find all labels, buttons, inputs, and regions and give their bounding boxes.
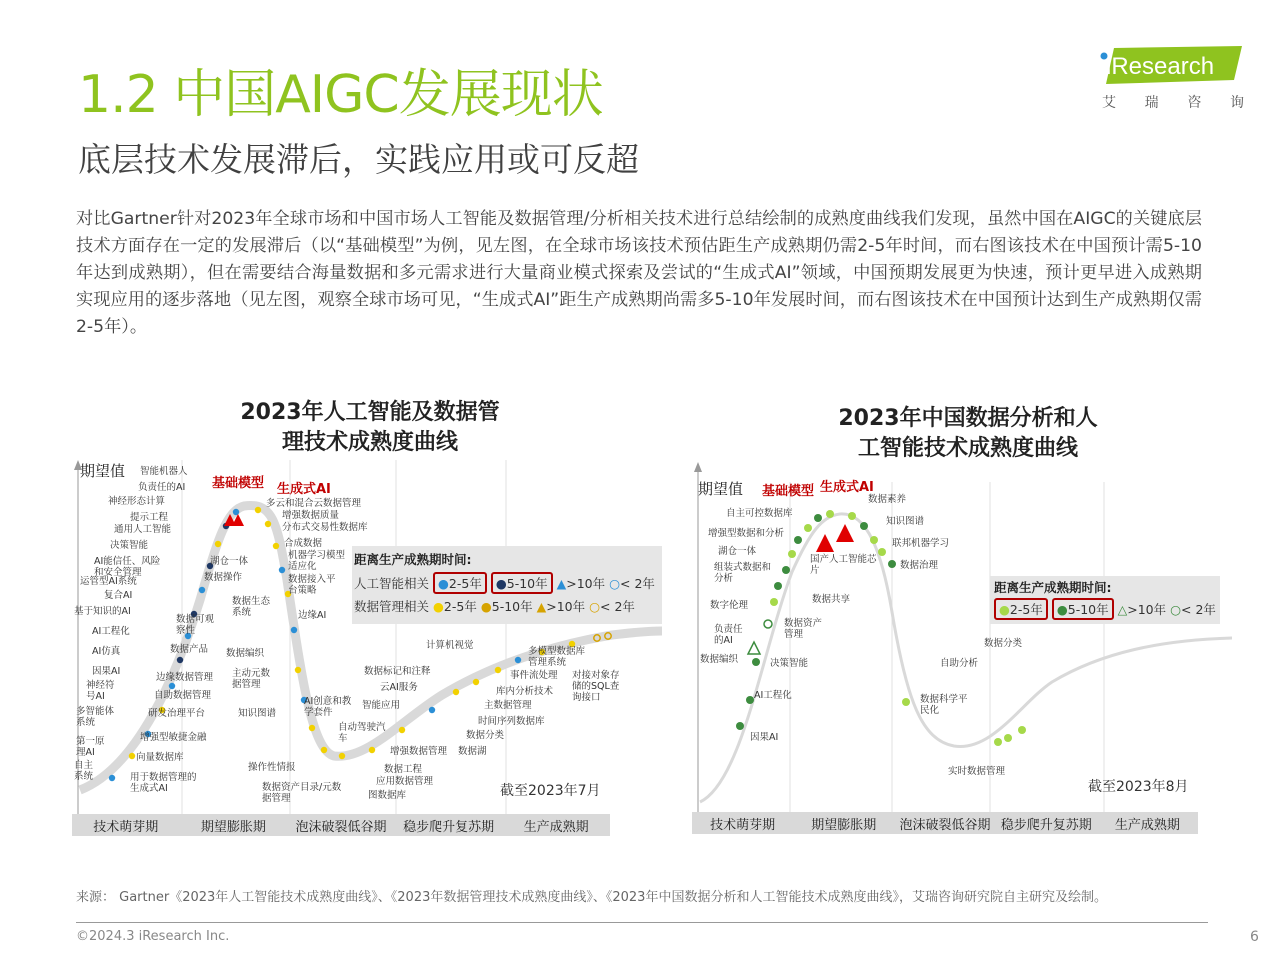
dot bbox=[199, 587, 205, 593]
tech-label: 知识图谱 bbox=[238, 708, 277, 719]
left-chart-title-line2: 理技术成熟度曲线 bbox=[281, 430, 458, 455]
left-generative-ai-label: 生成式AI bbox=[277, 482, 331, 497]
dot bbox=[870, 536, 878, 544]
copyright: ©2024.3 iResearch Inc. bbox=[76, 929, 230, 944]
tech-label: 主数据管理 bbox=[484, 700, 532, 711]
legend-row: ●2-5年 ●5-10年 △>10年 ○< 2年 bbox=[994, 598, 1216, 620]
legend-2-5: 2-5年 bbox=[1009, 602, 1043, 617]
dot bbox=[515, 657, 521, 663]
source-note: 来源： Gartner《2023年人工智能技术成熟度曲线》、《2023年数据管理技术成熟度曲线》、《2023年中国数据分析和人工智能技术成熟度曲线》，艾瑞咨询研究院自主研究及绘制。 bbox=[76, 890, 1107, 905]
page-subtitle: 底层技术发展滞后，实践应用或可反超 bbox=[78, 140, 639, 179]
tech-label: 向量数据库 bbox=[136, 752, 184, 763]
tech-label: 因果AI bbox=[750, 732, 779, 743]
tech-label: 自助数据管理 bbox=[154, 690, 212, 701]
dot bbox=[826, 510, 834, 518]
tech-label: 复合AI bbox=[104, 590, 133, 601]
dot bbox=[215, 541, 221, 547]
dot bbox=[453, 689, 459, 695]
legend-10plus: >10年 bbox=[546, 599, 586, 614]
legend-heading: 距离生产成熟期时间: bbox=[354, 552, 472, 567]
dot bbox=[994, 738, 1002, 746]
dot bbox=[233, 509, 239, 515]
legend-heading: 距离生产成熟期时间: bbox=[994, 580, 1112, 595]
dot bbox=[255, 507, 261, 513]
tech-label: 数据分类 bbox=[984, 638, 1023, 649]
dot bbox=[295, 667, 301, 673]
dot bbox=[770, 598, 778, 606]
tech-label: 湖仓一体 bbox=[718, 546, 757, 557]
right-chart-title bbox=[798, 404, 1138, 464]
tech-label: AI创意和教学套件 bbox=[304, 696, 352, 718]
tech-label: 数据治理 bbox=[900, 560, 939, 571]
generative-ai-marker bbox=[836, 524, 854, 542]
tech-label: 负责任的AI bbox=[714, 624, 743, 646]
body-paragraph: 对比Gartner针对2023年全球市场和中国市场人工智能及数据管理/分析相关技术进行总结绘制的成熟度曲线我们发现，虽然中国在AIGC的关键底层技术方面存在一定的发展滞后（以“基础模型”为例，见左图，在全球市场该技术预估距生产成熟期仍需2-5年时间，而右图该技术在中国预计需5-10年达到成熟期），但在需要结合海量数据和多元需求进行大量商业模式探索及尝试的“生成式AI”领域，中国预期发展更为快速，预计更早进入成熟期实现应用的逐步落地（见左图，观察全球市场可见，“生成式AI”距生产成熟期尚需多5-10年发展时间，而右图该技术在中国预计达到生产成熟期仅需2-5年）。 bbox=[76, 209, 1202, 337]
tech-label: AI工程化 bbox=[92, 626, 130, 637]
right-legend bbox=[990, 576, 1220, 624]
tech-label: 智能应用 bbox=[362, 700, 401, 711]
dot bbox=[473, 679, 479, 685]
tech-label: 数据生态系统 bbox=[232, 596, 271, 618]
dot bbox=[265, 521, 271, 527]
tech-label: 研发治理平台 bbox=[148, 708, 206, 719]
tech-label: 通用人工智能 bbox=[114, 524, 172, 535]
y-axis-arrow bbox=[694, 462, 702, 472]
right-phase-bar bbox=[692, 812, 1198, 834]
tech-label: 第一原理AI bbox=[76, 736, 105, 758]
tech-label: 数据素养 bbox=[868, 494, 907, 505]
tech-label: 对接对象存储的SQL查询接口 bbox=[572, 670, 620, 703]
tech-label: 数字伦理 bbox=[710, 600, 749, 611]
tech-label: 时间序列数据库 bbox=[478, 716, 545, 727]
tech-label: 增强型数据和分析 bbox=[708, 528, 785, 539]
foundation-model-marker bbox=[816, 534, 834, 552]
legend-2-5: 2-5年 bbox=[448, 576, 482, 591]
tech-label: 决策智能 bbox=[110, 540, 149, 551]
dot bbox=[399, 727, 405, 733]
phase-label: 泡沫破裂低谷期 bbox=[899, 817, 991, 833]
dot bbox=[321, 747, 327, 753]
legend-2-5: 2-5年 bbox=[443, 599, 477, 614]
phase-label: 技术萌芽期 bbox=[93, 819, 159, 835]
tech-label: 事件流处理 bbox=[510, 670, 558, 681]
left-legend bbox=[352, 546, 662, 624]
tech-label: 实时数据管理 bbox=[948, 766, 1006, 777]
tech-label: 增强数据管理 bbox=[390, 746, 448, 757]
dot bbox=[860, 522, 868, 530]
tech-label: 自动驾驶汽车 bbox=[338, 722, 386, 744]
left-hype-cycle-chart bbox=[72, 460, 662, 838]
dot bbox=[736, 722, 744, 730]
tech-label: 多模型数据库管理系统 bbox=[528, 646, 586, 668]
tech-label: 操作性情报 bbox=[248, 762, 296, 773]
tech-label: 多云和混合云数据管理 bbox=[266, 498, 362, 509]
dot bbox=[177, 657, 183, 663]
tech-label: 知识图谱 bbox=[886, 516, 925, 527]
tech-label: 合成数据 bbox=[284, 538, 323, 549]
tech-label: 主动元数据管理 bbox=[232, 668, 271, 690]
legend-lt2: < 2年 bbox=[620, 576, 655, 591]
tech-label: 数据编织 bbox=[226, 648, 265, 659]
tech-label: 数据分类 bbox=[466, 730, 505, 741]
dot bbox=[888, 560, 896, 568]
phase-label: 稳步爬升复苏期 bbox=[403, 819, 495, 835]
dot bbox=[1004, 734, 1012, 742]
dot bbox=[273, 543, 279, 549]
tech-label: 因果AI bbox=[92, 666, 121, 677]
left-phase-bar bbox=[72, 814, 610, 836]
logo-char: 瑞 bbox=[1144, 95, 1159, 111]
tech-label: 数据资产目录/元数据管理 bbox=[262, 782, 342, 804]
dot bbox=[1018, 726, 1026, 734]
tech-label: 增强数据质量 bbox=[282, 510, 340, 521]
tech-label: 提示工程 bbox=[130, 512, 169, 523]
tech-label: 多智能体系统 bbox=[76, 706, 115, 728]
tech-label: AI能信任、风险和安全管理 bbox=[94, 556, 161, 578]
right-generative-ai-label: 生成式AI bbox=[820, 480, 874, 495]
phase-label: 生产成熟期 bbox=[1114, 817, 1180, 833]
right-as-of: 截至2023年8月 bbox=[1088, 779, 1189, 795]
left-as-of: 截至2023年7月 bbox=[500, 783, 601, 799]
dot bbox=[902, 698, 910, 706]
tech-label: 边缘AI bbox=[298, 610, 327, 621]
dot bbox=[848, 512, 856, 520]
tech-label: 数据编织 bbox=[700, 654, 739, 665]
tech-label: 负责任的AI bbox=[138, 482, 186, 493]
left-chart-title bbox=[200, 398, 540, 458]
tech-label: 数据标记和注释 bbox=[364, 666, 431, 677]
phase-label: 期望膨胀期 bbox=[200, 819, 266, 835]
dot bbox=[109, 775, 115, 781]
logo-char: 咨 bbox=[1187, 95, 1202, 111]
tech-label: 自助分析 bbox=[940, 658, 979, 669]
dot bbox=[429, 707, 435, 713]
legend-row-data: 数据管理相关 ●2-5年 ●5-10年 ▲>10年 ○< 2年 bbox=[354, 599, 635, 614]
tech-label: 决策智能 bbox=[770, 658, 809, 669]
legend-10plus: >10年 bbox=[566, 576, 606, 591]
tech-label: 增强型敏捷金融 bbox=[140, 732, 207, 743]
tech-label: 计算机视觉 bbox=[426, 640, 474, 651]
dot bbox=[814, 514, 822, 522]
legend-lt2: < 2年 bbox=[600, 599, 635, 614]
tech-label: 基于知识的AI bbox=[74, 606, 131, 617]
dot bbox=[764, 620, 772, 628]
tech-label: 应用数据管理 bbox=[376, 776, 434, 787]
left-chart-title-line1: 2023年人工智能及数据管 bbox=[240, 400, 500, 425]
legend-10plus: >10年 bbox=[1127, 602, 1167, 617]
footer-divider bbox=[76, 922, 1208, 923]
legend-row-ai: 人工智能相关 ●2-5年 ●5-10年 ▲>10年 ○< 2年 bbox=[354, 572, 660, 594]
dot bbox=[788, 550, 796, 558]
tech-label: 神经形态计算 bbox=[108, 496, 166, 507]
tech-label: 联邦机器学习 bbox=[892, 538, 950, 549]
right-chart-title-line2: 工智能技术成熟度曲线 bbox=[857, 436, 1078, 461]
right-y-axis-label: 期望值 bbox=[698, 480, 744, 498]
page-number: 6 bbox=[1250, 929, 1259, 945]
dot bbox=[804, 524, 812, 532]
tech-label: AI仿真 bbox=[92, 646, 121, 657]
page-title: 1.2 中国AIGC发展现状 bbox=[78, 65, 603, 125]
logo-chinese-name bbox=[1102, 92, 1244, 112]
left-foundation-model-label: 基础模型 bbox=[212, 476, 265, 491]
legend-5-10: 5-10年 bbox=[491, 599, 533, 614]
dot bbox=[752, 658, 760, 666]
right-dots bbox=[736, 510, 1026, 746]
tech-label: 数据操作 bbox=[204, 572, 243, 583]
phase-label: 泡沫破裂低谷期 bbox=[295, 819, 387, 835]
tech-label: 分布式交易性数据库 bbox=[282, 522, 368, 533]
legend-lt2: < 2年 bbox=[1181, 602, 1216, 617]
iresearch-logo bbox=[1100, 46, 1242, 86]
dot bbox=[746, 696, 754, 704]
tech-label: 机器学习模型适应化 bbox=[288, 550, 346, 572]
left-y-axis-label: 期望值 bbox=[80, 462, 126, 480]
dot bbox=[495, 667, 501, 673]
phase-label: 生产成熟期 bbox=[523, 819, 589, 835]
tech-label: 运管型AI系统 bbox=[80, 576, 137, 587]
dot bbox=[129, 753, 135, 759]
phase-label: 技术萌芽期 bbox=[710, 817, 776, 833]
right-chart-title-line1: 2023年中国数据分析和人 bbox=[838, 406, 1098, 431]
tech-label: 数据可观察性 bbox=[176, 614, 215, 636]
tech-label: 数据湖 bbox=[458, 746, 487, 757]
logo-text: iResearch bbox=[1106, 53, 1215, 80]
dot bbox=[169, 683, 175, 689]
right-foundation-model-label: 基础模型 bbox=[762, 484, 815, 499]
tech-label: 神经符号AI bbox=[86, 680, 115, 702]
right-hype-cycle-chart bbox=[692, 462, 1232, 838]
tech-label: 数据科学平民化 bbox=[920, 694, 968, 716]
legend-row-label: 人工智能相关 bbox=[354, 576, 430, 591]
dot bbox=[279, 567, 285, 573]
phase-label: 稳步爬升复苏期 bbox=[1000, 817, 1092, 833]
dot bbox=[309, 725, 315, 731]
tech-label: 边缘数据管理 bbox=[156, 672, 214, 683]
legend-5-10: 5-10年 bbox=[1067, 602, 1109, 617]
dot bbox=[291, 627, 297, 633]
tech-label: 国产人工智能芯片 bbox=[810, 554, 877, 576]
dot bbox=[369, 747, 375, 753]
legend-5-10: 5-10年 bbox=[506, 576, 548, 591]
legend-row-label: 数据管理相关 bbox=[354, 599, 430, 614]
tech-label: 智能机器人 bbox=[140, 466, 188, 477]
dot bbox=[774, 582, 782, 590]
tech-label: 数据资产管理 bbox=[784, 618, 823, 640]
tech-label: 云AI服务 bbox=[380, 682, 418, 693]
tech-label: 自主系统 bbox=[74, 760, 94, 782]
phase-label: 期望膨胀期 bbox=[811, 817, 877, 833]
tech-label: 组装式数据和分析 bbox=[714, 562, 772, 584]
dot bbox=[794, 536, 802, 544]
tech-label: 数据工程 bbox=[384, 764, 423, 775]
logo-char: 询 bbox=[1229, 95, 1244, 111]
tech-label: 库内分析技术 bbox=[496, 686, 554, 697]
logo-char: 艾 bbox=[1102, 95, 1116, 111]
dot bbox=[339, 753, 345, 759]
tech-label: 数据产品 bbox=[170, 644, 209, 655]
dot bbox=[782, 566, 790, 574]
tech-label: 用于数据管理的生成式AI bbox=[130, 772, 197, 794]
tech-label: 数据接入平台策略 bbox=[288, 574, 336, 596]
tech-label: 湖仓一体 bbox=[210, 556, 249, 567]
tech-label: AI工程化 bbox=[754, 690, 792, 701]
tech-label: 图数据库 bbox=[368, 790, 407, 801]
tech-label: 数据共享 bbox=[812, 594, 851, 605]
tech-label: 自主可控数据库 bbox=[726, 508, 793, 519]
